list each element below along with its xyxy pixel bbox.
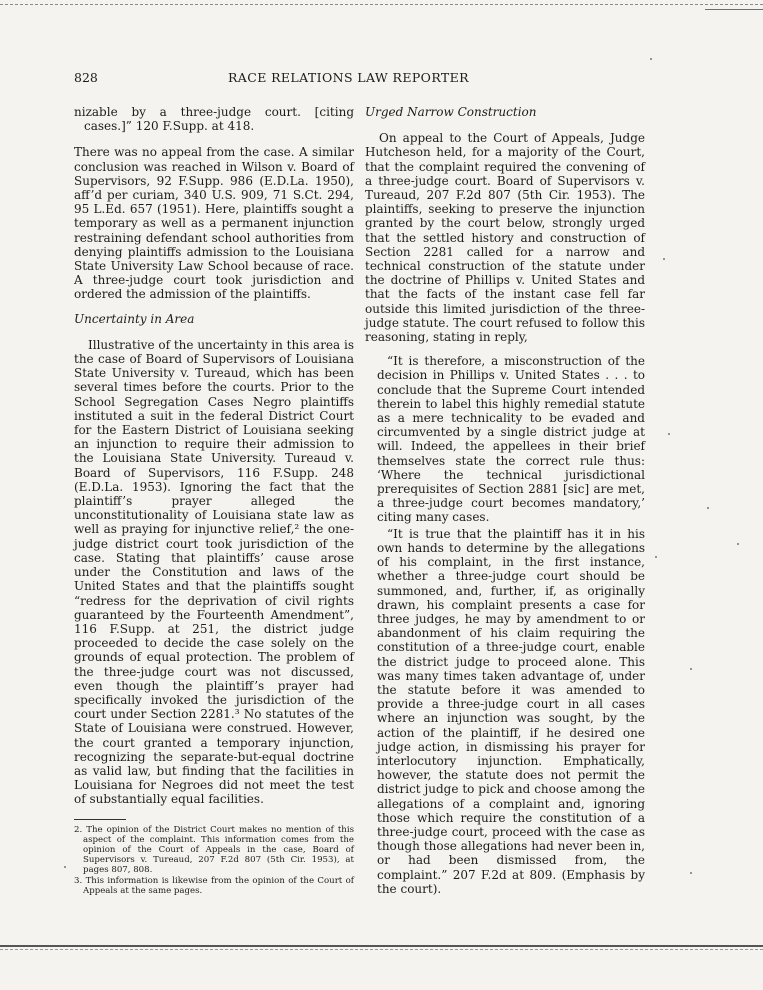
carryover-paragraph: nizable by a three-judge court. [citing cases.]” 120 F.Supp. at 418. xyxy=(74,105,354,134)
quote-paragraph-1: “It is therefore, a misconstruction of the decision in Phillips v. United States . . . to conclude that the Supreme Court intended therein to label this highly remedial statute as a mere technicality to be evaded and circumvented by a single district judge at will. Indeed, the appellees in their brief themselves state the correct rule thus: ‘Where the technical jurisdictional prerequisites of Section 2881 [sic] are met, a three-judge court becomes mandatory,’ citing many cases. xyxy=(377,354,645,525)
scan-top-border xyxy=(0,4,763,5)
running-head: RACE RELATIONS LAW REPORTER xyxy=(228,70,469,85)
left-column xyxy=(74,105,354,897)
scan-bottom-border-dashed xyxy=(0,949,763,950)
scan-speck xyxy=(655,556,657,558)
scan-speck xyxy=(64,866,66,868)
scan-bottom-border xyxy=(0,945,763,947)
scan-speck xyxy=(650,58,652,60)
scan-speck xyxy=(707,507,709,509)
footnote-3: 3. This information is likewise from the opinion of the Court of Appeals at the same pages. xyxy=(74,875,354,896)
scan-top-mark xyxy=(705,9,763,10)
scan-speck xyxy=(663,258,665,260)
subheading-uncertainty: Uncertainty in Area xyxy=(74,311,195,326)
scan-speck xyxy=(690,668,692,670)
footnotes xyxy=(74,825,354,896)
quote-paragraph-2: “It is true that the plaintiff has it in his own hands to determine by the allegations of his complaint, in the first instance, whether a three-judge court should be summoned, and, further, if, as originally drawn, his complaint presents a case for three judges, he may by amendment to or abandonment of his claim requiring the constitution of a three-judge court, enable the district judge to proceed alone. This was many times taken advantage of, under the statute before it was amended to provide a three-judge court in all cases where an injunction was sought, by the action of the plaintiff, if he desired one judge action, in dismissing his prayer for interlocutory injunction. Emphatically, however, the statute does not permit the district judge to pick and choose among the allegations of a complaint and, ignoring those which require the constitution of a three-judge court, proceed with the case as though those allegations had never been in, or had been dismissed from, the complaint.” 207 F.2d at 809. (Emphasis by the court). xyxy=(377,526,645,896)
subheading-narrow-construction: Urged Narrow Construction xyxy=(365,105,537,119)
scan-speck xyxy=(737,543,739,545)
paragraph-appeal: On appeal to the Court of Appeals, Judge Hutcheson held, for a majority of the Court, that the complaint required the convening of a three-judge court. Board of Supervisors v. Tureaud, 207 F.2d 807 (5th Cir. 1953). The plaintiffs, seeking to preserve the injunction granted by the court below, strongly urged that the settled history and construction of Section 2281 called for a narrow and technical construction of the statute under the doctrine of Phillips v. United States and that the facts of the instant case fell far outside this limited jurisdiction of the three-judge statute. The court refused to follow this reasoning, stating in reply, xyxy=(365,131,645,345)
page-number: 828 xyxy=(74,70,98,85)
footnote-2: 2. The opinion of the District Court makes no mention of this aspect of the complaint. This information comes from the opinion of the Court of Appeals in the case, Board of Supervisors v. Tureaud, 207 F.2d 807 (5th Cir. 1953), at pages 807, 808. xyxy=(74,824,354,875)
right-column xyxy=(365,105,645,898)
footnote-divider xyxy=(74,819,126,820)
paragraph-wilson: There was no appeal from the case. A similar conclusion was reached in Wilson v. Board of Supervisors, 92 F.Supp. 986 (E.D.La. 1950), aff’d per curiam, 340 U.S. 909, 71 S.Ct. 294, 95 L.Ed. 657 (1951). Here, plaintiffs sought a temporary as well as a permanent injunction restraining defendant school authorities from denying plaintiffs admission to the Louisiana State University Law School because of race. A three-judge court took jurisdiction and ordered the admission of the plaintiffs. xyxy=(74,145,354,302)
block-quote xyxy=(365,354,645,896)
paragraph-tureaud: Illustrative of the uncertainty in this area is the case of Board of Supervisors of Louisiana State University v. Tureaud, which has been several times before the courts. Prior to the School Segregation Cases Negro plaintiffs instituted a suit in the federal District Court for the Eastern District of Louisiana seeking an injunction to require their admission to the Louisiana State University. Tureaud v. Board of Supervisors, 116 F.Supp. 248 (E.D.La. 1953). Ignoring the fact that the plaintiff’s prayer alleged the unconstitutionality of Louisiana state law as well as praying for injunctive relief,² the one-judge district court took jurisdiction of the case. Stating that plaintiffs’ cause arose under the Constitution and laws of the United States and that the plaintiffs sought “redress for the deprivation of civil rights guaranteed by the Fourteenth Amendment”, 116 F.Supp. at 251, the district judge proceeded to decide the case solely on the grounds of equal protection. The problem of the three-judge court was not discussed, even though the plaintiff’s prayer had specifically invoked the jurisdiction of the court under Section 2281.³ No statutes of the State of Louisiana were construed. However, the court granted a temporary injunction, recognizing the separate-but-equal doctrine as valid law, but finding that the facilities in Louisiana for Negroes did not meet the test of substantially equal facilities. xyxy=(74,337,354,807)
scan-speck xyxy=(690,872,692,874)
scan-speck xyxy=(668,433,670,435)
